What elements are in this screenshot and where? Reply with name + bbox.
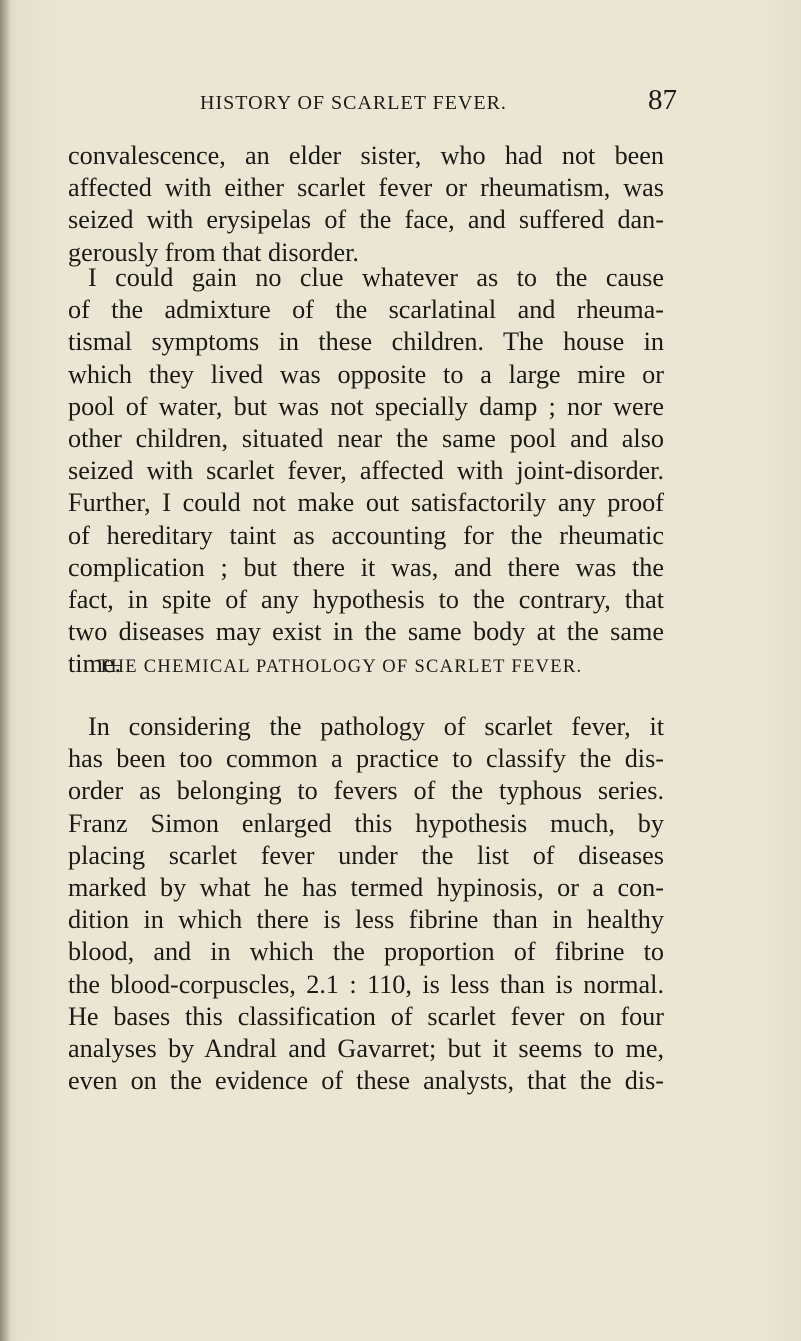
text-line: I could gain no clue whatever as to the cause	[88, 263, 664, 292]
text-line: which they lived was opposite to a large mire or	[68, 359, 664, 389]
text-line: Franz Simon enlarged this hypothesis much, by	[68, 808, 664, 838]
text-line: marked by what he has termed hypinosis, or a con-	[68, 873, 664, 903]
text-line: of hereditary taint as accounting for the rheumatic	[68, 520, 664, 550]
paragraph	[68, 262, 664, 681]
paragraph-continuation	[68, 140, 664, 269]
text-line: convalescence, an elder sister, who had not been	[68, 141, 664, 170]
text-line: even on the evidence of these analysts, that the dis-	[68, 1066, 664, 1096]
text-line: placing scarlet fever under the list of diseases	[68, 840, 664, 870]
text-line: Further, I could not make out satisfactorily any proof	[68, 488, 664, 518]
running-head: HISTORY OF SCARLET FEVER.	[200, 92, 507, 114]
text-line: two diseases may exist in the same body at the same	[68, 617, 664, 647]
page-gutter-shadow	[0, 0, 10, 1341]
text-line: seized with scarlet fever, affected with joint-disorder.	[68, 456, 664, 486]
text-line: blood, and in which the proportion of fibrine to	[68, 937, 664, 967]
text-line: of the admixture of the scarlatinal and rheuma-	[68, 295, 664, 325]
text-line: the blood-corpuscles, 2.1 : 110, is less than is normal.	[68, 969, 664, 999]
paragraph	[68, 711, 664, 1097]
text-line: In considering the pathology of scarlet fever, it	[88, 712, 664, 741]
text-line: tismal symptoms in these children. The house in	[68, 327, 664, 357]
text-line: seized with erysipelas of the face, and suffered dan-	[68, 205, 664, 235]
text-line: has been too common a practice to classify the dis-	[68, 744, 664, 774]
text-line: dition in which there is less fibrine than in healthy	[68, 905, 664, 935]
text-line: analyses by Andral and Gavarret; but it seems to me,	[68, 1034, 664, 1064]
text-line: affected with either scarlet fever or rheumatism, was	[68, 173, 664, 203]
text-line: time.	[68, 649, 122, 679]
text-line: complication ; but there it was, and there was the	[68, 552, 664, 582]
text-line: gerously from that disorder.	[68, 237, 359, 267]
text-line: He bases this classification of scarlet fever on four	[68, 1001, 664, 1031]
text-line: other children, situated near the same pool and also	[68, 424, 664, 454]
text-line: pool of water, but was not specially damp ; nor were	[68, 391, 664, 421]
section-heading: THE CHEMICAL PATHOLOGY OF SCARLET FEVER.	[98, 657, 583, 677]
page-number: 87	[648, 84, 677, 116]
text-line: order as belonging to fevers of the typhous series.	[68, 776, 664, 806]
text-line: fact, in spite of any hypothesis to the contrary, that	[68, 585, 664, 615]
